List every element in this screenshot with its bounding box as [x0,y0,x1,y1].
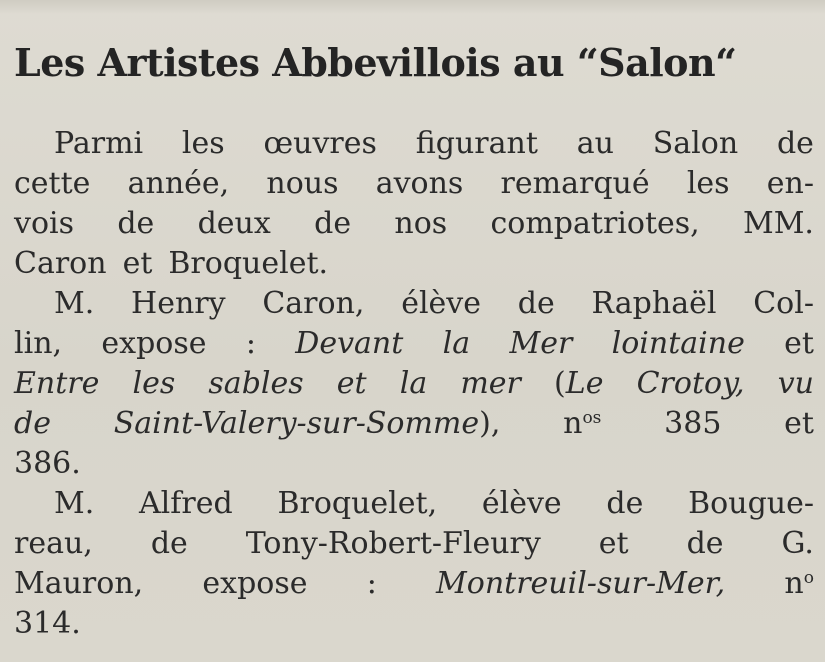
word: Henry [131,286,226,321]
headline: Les Artistes Abbevillois au “Salon“ [14,40,737,85]
word: de [517,286,555,321]
word: Devant [295,326,404,361]
word: 385 [664,406,722,441]
word: figurant [415,126,538,161]
word: Broquelet. [168,246,329,281]
word: œuvres [263,126,377,161]
word: $n^o$ [784,566,814,601]
word: les [181,126,225,161]
word: et [598,526,629,561]
article-line [14,164,814,204]
word: M. [54,486,95,521]
word: au [576,126,614,161]
word: et [336,366,367,401]
word: et [784,406,814,441]
word: Col- [753,286,814,321]
article-line [14,244,814,284]
article-body [14,124,814,644]
word: en- [766,166,814,201]
word: et [784,326,814,361]
article-line [14,324,814,364]
word: les [132,366,176,401]
word: 314. [14,606,81,641]
word: Alfred [139,486,233,521]
word: Caron [14,246,107,281]
word: M. [54,286,95,321]
word: et [122,246,153,281]
article-line [14,364,814,404]
article-line [14,604,814,644]
word: expose [202,566,308,601]
word: Montreuil-sur-Mer, [436,566,726,601]
word: : [245,326,256,361]
article-line [14,204,814,244]
word: les [686,166,730,201]
word: avons [375,166,464,201]
word: reau, [14,526,93,561]
word: de [14,406,51,441]
article-line [14,124,814,164]
word: : [366,566,377,601]
article-line [14,524,814,564]
word: vu [777,366,814,401]
word: Parmi [54,126,144,161]
word: sables [208,366,304,401]
word: élève [401,286,482,321]
word: Crotoy, [636,366,745,401]
word: Broquelet, [277,486,438,521]
article-line [14,444,814,484]
word: Raphaël [591,286,717,321]
word: MM. [743,206,814,241]
word: G. [781,526,814,561]
word: de [776,126,814,161]
paper-fold-shadow [0,0,825,14]
word: vois [14,206,74,241]
word: la [442,326,471,361]
word: $n^{os}$ [563,406,602,441]
word: Entre [14,366,100,401]
word: élève [481,486,562,521]
word: lin, [14,326,63,361]
word: Mauron, [14,566,144,601]
word: expose [101,326,207,361]
word: année, [127,166,230,201]
word: Salon [652,126,739,161]
word: de [686,526,724,561]
word: deux [197,206,271,241]
article-line [14,484,814,524]
word: (Le [554,366,604,401]
word: cette [14,166,91,201]
word: Mer [509,326,573,361]
article-line [14,404,814,444]
word: nous [266,166,339,201]
article-line [14,564,814,604]
word: la [399,366,428,401]
word: 386. [14,446,81,481]
word: nos [394,206,448,241]
word: de [606,486,644,521]
word: mer [460,366,521,401]
article-line [14,284,814,324]
word: Tony-Robert-Fleury [245,526,541,561]
word: de [314,206,352,241]
word: Saint-Valery-sur-Somme), [113,406,501,441]
word: de [150,526,188,561]
word: remarqué [500,166,650,201]
word: Caron, [262,286,365,321]
word: compatriotes, [490,206,700,241]
word: Bougue- [688,486,814,521]
word: lointaine [611,326,745,361]
word: de [117,206,155,241]
